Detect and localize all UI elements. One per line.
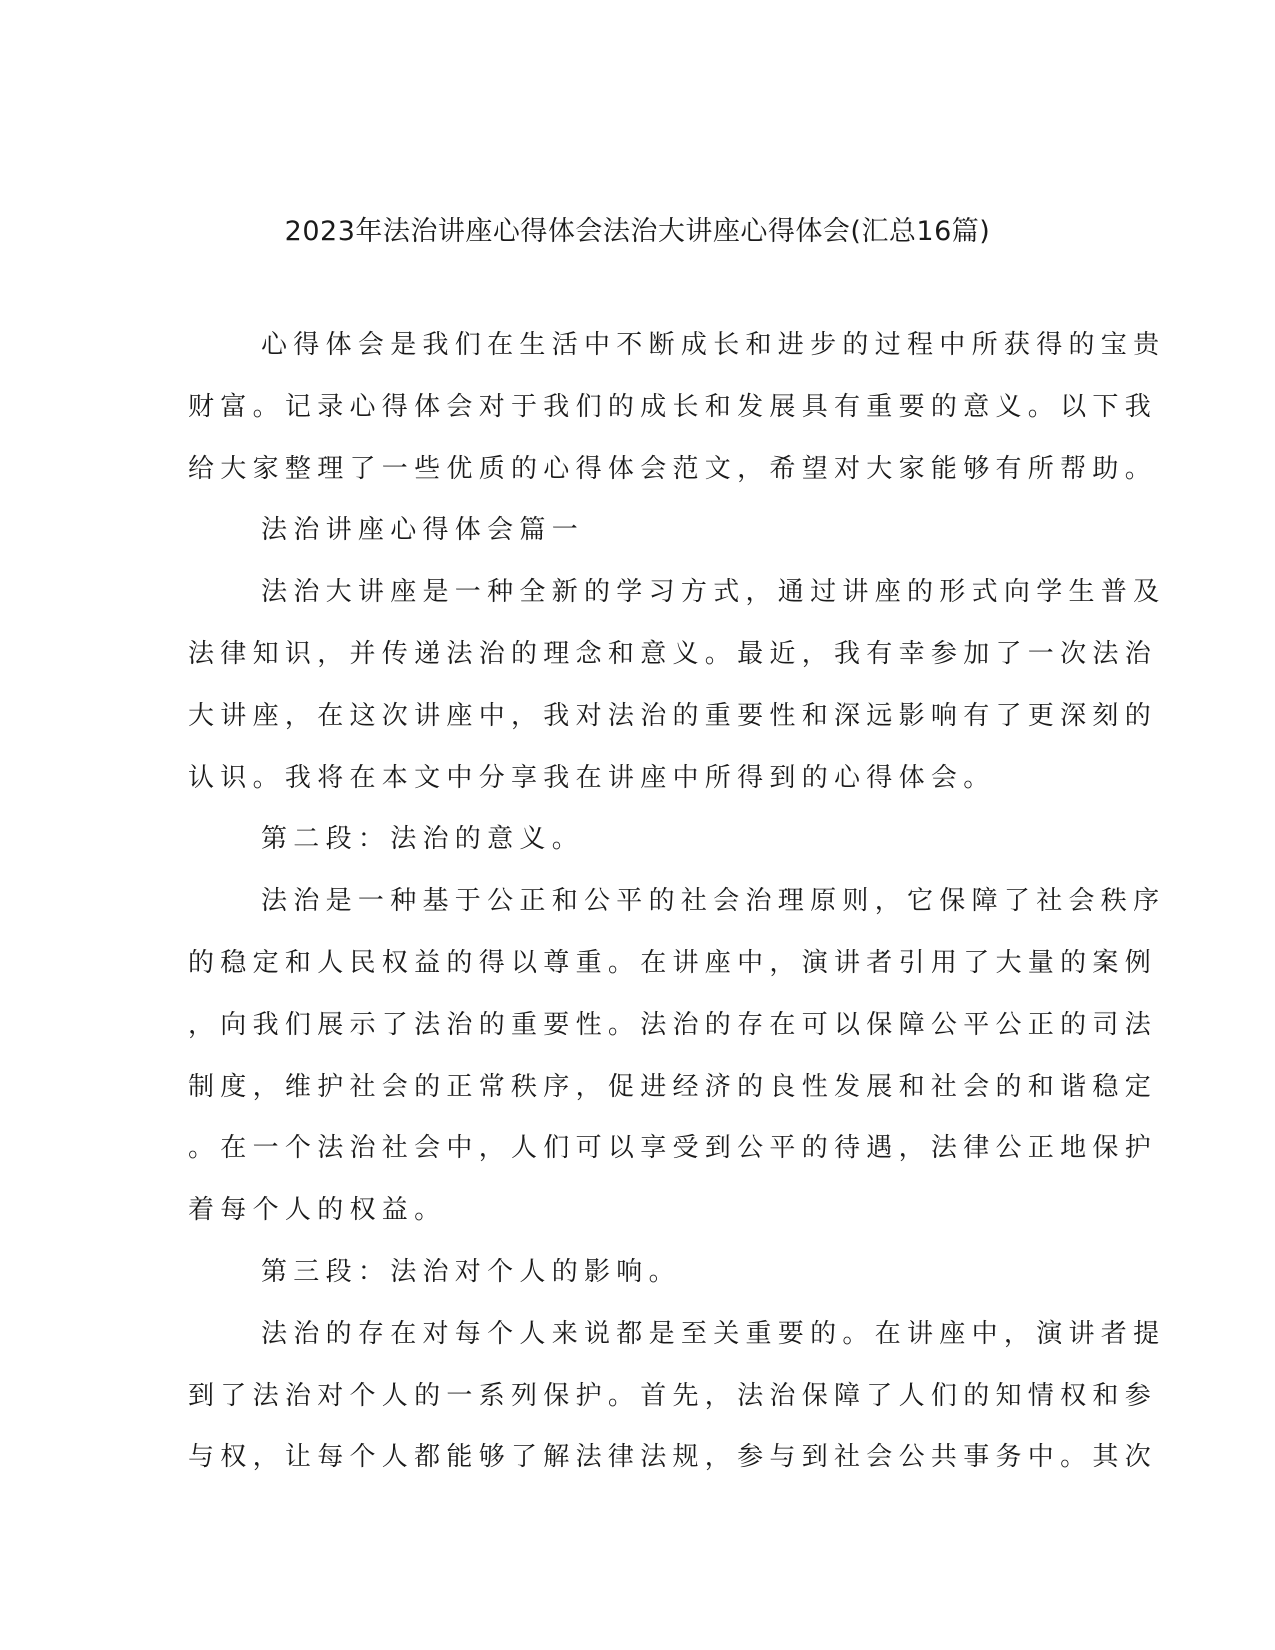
document-title: 2023年法治讲座心得体会法治大讲座心得体会(汇总16篇): [284, 216, 991, 247]
text-line: 法律知识，并传递法治的理念和意义。最近，我有幸参加了一次法治: [188, 638, 1158, 669]
text-line: 心得体会是我们在生活中不断成长和进步的过程中所获得的宝贵: [261, 330, 1166, 360]
text-line: 大讲座，在这次讲座中，我对法治的重要性和深远影响有了更深刻的: [188, 700, 1158, 731]
document-body: [188, 328, 1166, 1502]
text-line: 法治大讲座是一种全新的学习方式，通过讲座的形式向学生普及: [261, 577, 1166, 608]
text-line: 与权，让每个人都能够了解法律法规，参与到社会公共事务中。其次: [188, 1442, 1158, 1473]
text-line: 财富。记录心得体会对于我们的成长和发展具有重要的意义。以下我: [188, 391, 1158, 422]
text-line: 法治的存在对每个人来说都是至关重要的。在讲座中，演讲者提: [261, 1318, 1166, 1349]
text-line: 法治是一种基于公正和公平的社会治理原则，它保障了社会秩序: [261, 886, 1166, 917]
text-line: 认识。我将在本文中分享我在讲座中所得到的心得体会。: [188, 762, 996, 793]
text-line: 到了法治对个人的一系列保护。首先，法治保障了人们的知情权和参: [188, 1380, 1158, 1411]
section-heading: 第二段：法治的意义。: [261, 824, 585, 855]
section-heading: 法治讲座心得体会篇一: [261, 515, 585, 546]
text-line: 制度，维护社会的正常秩序，促进经济的良性发展和社会的和谐稳定: [188, 1071, 1158, 1102]
section-heading: 第三段：法治对个人的影响。: [261, 1256, 681, 1287]
text-line: ，向我们展示了法治的重要性。法治的存在可以保障公平公正的司法: [188, 1009, 1158, 1040]
text-line: 。在一个法治社会中，人们可以享受到公平的待遇，法律公正地保护: [188, 1133, 1158, 1164]
text-line: 的稳定和人民权益的得以尊重。在讲座中，演讲者引用了大量的案例: [188, 947, 1158, 978]
text-line: 给大家整理了一些优质的心得体会范文，希望对大家能够有所帮助。: [188, 453, 1158, 484]
text-line: 着每个人的权益。: [188, 1195, 447, 1226]
